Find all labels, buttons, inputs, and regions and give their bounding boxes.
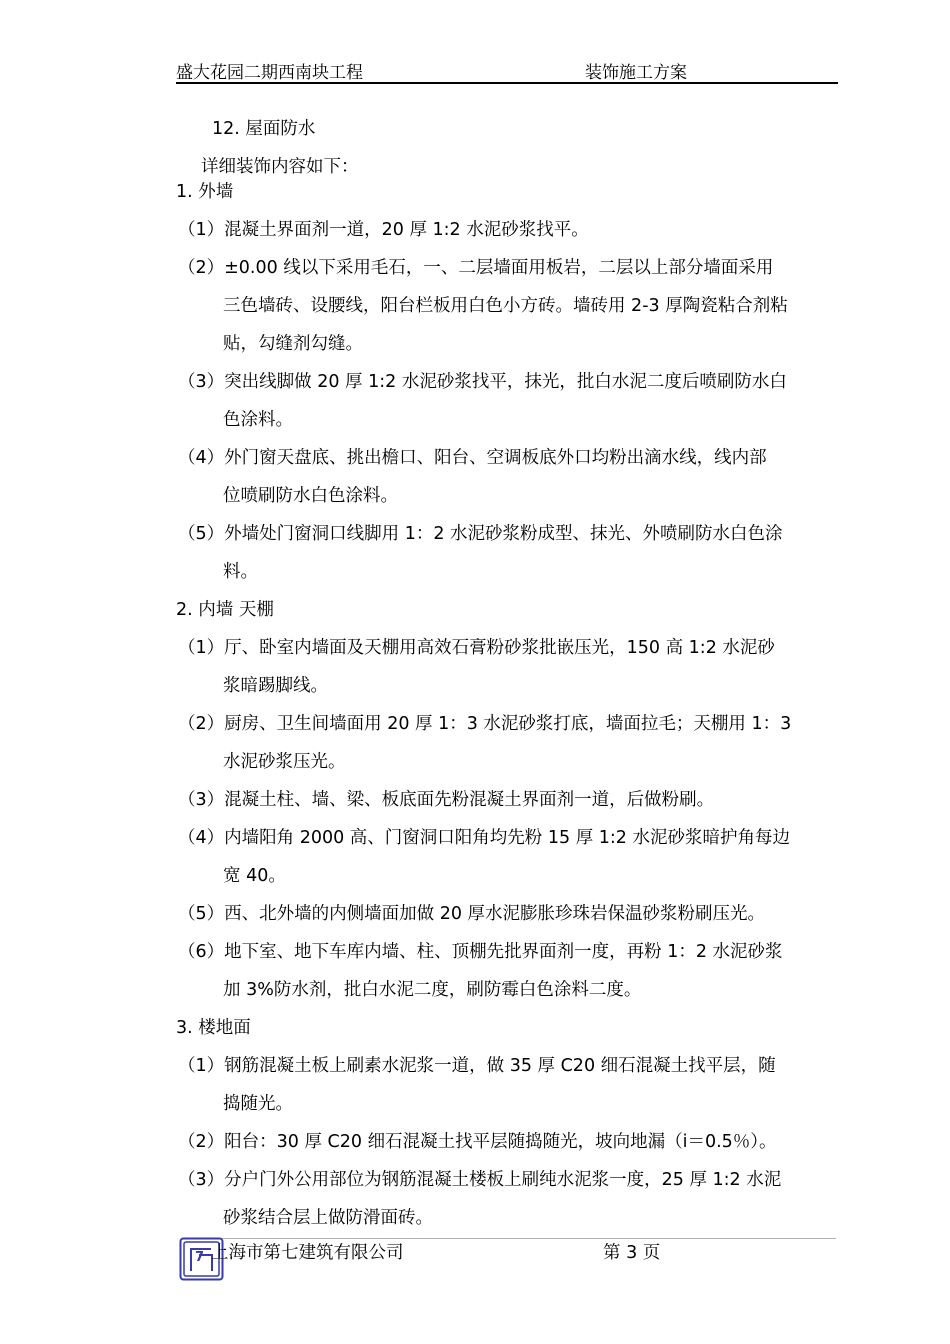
body-line: 色涂料。 [223,410,293,430]
body-line: （2）±0.00 线以下采用毛石，一、二层墙面用板岩，二层以上部分墙面采用 [178,258,774,278]
body-line: 详细装饰内容如下： [201,157,359,177]
body-line: 3. 楼地面 [176,1018,251,1038]
logo-lettering: 7 [195,1250,205,1265]
header-project-name: 盛大花园二期西南块工程 [176,63,363,83]
body-line: （6）地下室、地下车库内墙、柱、顶棚先批界面剂一度，再粉 1：2 水泥砂浆 [178,942,783,962]
body-line: 砂浆结合层上做防滑面砖。 [223,1208,433,1228]
body-line: 加 3%防水剂，批白水泥二度，刷防霉白色涂料二度。 [223,980,642,1000]
body-line: （2）阳台：30 厚 C20 细石混凝土找平层随捣随光，坡向地漏（i＝0.5％）。 [178,1132,777,1152]
body-line: 2. 内墙 天棚 [176,600,274,620]
body-line: （3）混凝土柱、墙、梁、板底面先粉混凝土界面剂一道，后做粉刷。 [178,790,715,810]
body-line: （5）西、北外墙的内侧墙面加做 20 厚水泥膨胀珍珠岩保温砂浆粉刷压光。 [178,904,766,924]
body-line: （3）突出线脚做 20 厚 1:2 水泥砂浆找平，抹光，批白水泥二度后喷刷防水白 [178,372,787,392]
body-line: 贴，勾缝剂勾缝。 [223,334,363,354]
header-document-title: 装饰施工方案 [585,63,687,83]
body-line: （4）外门窗天盘底、挑出檐口、阳台、空调板底外口均粉出滴水线，线内部 [178,448,767,468]
body-line: （1）混凝土界面剂一道，20 厚 1:2 水泥砂浆找平。 [178,220,589,240]
body-line: 12. 屋面防水 [212,119,316,139]
body-line: 水泥砂浆压光。 [223,752,346,772]
body-line: 浆暗踢脚线。 [223,676,328,696]
footer-page-number: 第 3 页 [603,1243,661,1263]
body-line: 位喷刷防水白色涂料。 [223,486,398,506]
body-line: 宽 40。 [223,866,286,886]
body-line: （1）钢筋混凝土板上刷素水泥浆一道，做 35 厚 C20 细石混凝土找平层，随 [178,1056,776,1076]
body-line: 捣随光。 [223,1094,293,1114]
body-line: 料。 [223,562,258,582]
body-line: 三色墙砖、设腰线，阳台栏板用白色小方砖。墙砖用 2-3 厚陶瓷粘合剂粘 [223,296,788,316]
body-line: （5）外墙处门窗洞口线脚用 1：2 水泥砂浆粉成型、抹光、外喷刷防水白色涂 [178,524,783,544]
footer-divider [208,1238,836,1239]
page-header [176,56,838,84]
body-line: （2）厨房、卫生间墙面用 20 厚 1：3 水泥砂浆打底，墙面拉毛；天棚用 1：3 [178,714,792,734]
body-line: 1. 外墙 [176,182,234,202]
body-line: （1）厅、卧室内墙面及天棚用高效石膏粉砂浆批嵌压光，150 高 1:2 水泥砂 [178,638,775,658]
footer-company-name: 上海市第七建筑有限公司 [211,1243,404,1263]
body-line: （4）内墙阳角 2000 高、门窗洞口阳角均先粉 15 厚 1:2 水泥砂浆暗护角每边 [178,828,790,848]
body-line: （3）分户门外公用部位为钢筋混凝土楼板上刷纯水泥浆一度，25 厚 1:2 水泥 [178,1170,782,1190]
